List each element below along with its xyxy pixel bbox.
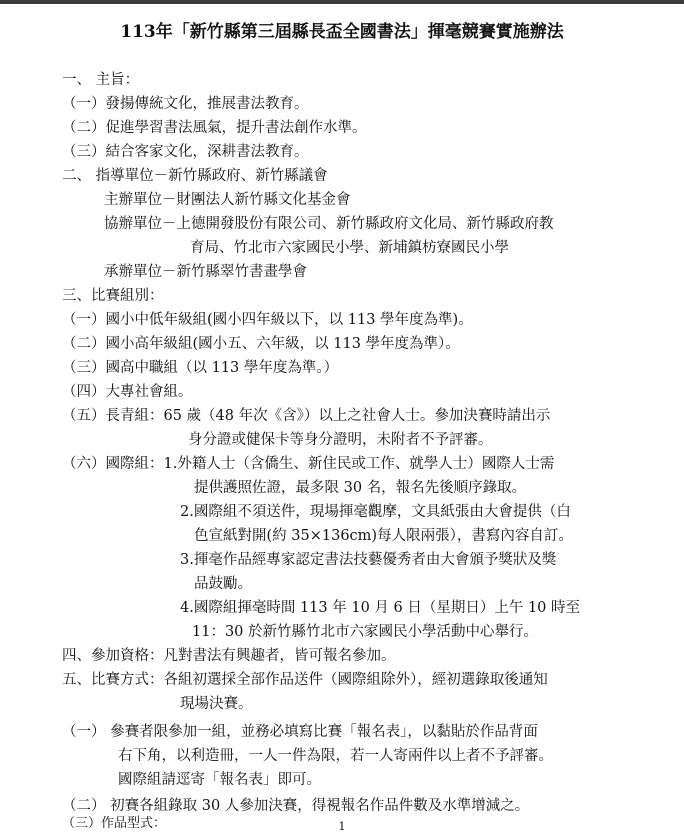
- page-number: 1: [338, 820, 346, 833]
- section-2-organizer: 承辦單位－新竹縣翠竹書畫學會: [104, 264, 307, 280]
- section-3-item-2: （二）國小高年級組(國小五、六年級，以 113 學年度為準）。: [62, 336, 460, 352]
- section-1-item-3: （三）結合客家文化，深耕書法教育。: [62, 144, 309, 160]
- section-2-host-unit: 主辦單位－財團法人新竹縣文化基金會: [104, 192, 351, 208]
- section-3-heading: 三、比賽組別：: [62, 288, 164, 304]
- section-2-co-host-cont: 育局、竹北市六家國民小學、新埔鎮枋寮國民小學: [190, 240, 509, 256]
- section-3-item-5: （五）長青組：65 歲（48 年次《含》）以上之社會人士。參加決賽時請出示: [62, 408, 551, 424]
- section-1-item-1: （一）發揚傳統文化，推展書法教育。: [62, 96, 309, 112]
- intl-note-3-cont: 品鼓勵。: [194, 576, 252, 592]
- section-2-guiding-unit: 二、 指導單位－新竹縣政府、新竹縣議會: [62, 168, 328, 184]
- section-2-co-host-unit: 協辦單位－上德開發股份有限公司、新竹縣政府文化局、新竹縣政府教: [104, 216, 554, 232]
- section-5-item-1: （一） 參賽者限參加一組，並務必填寫比賽「報名表」，以黏貼於作品背面: [62, 724, 538, 740]
- section-3-item-3: （三）國高中職組（以 113 學年度為準。）: [62, 360, 339, 376]
- section-3-item-6-cont: 提供護照佐證，最多限 30 名，報名先後順序錄取。: [194, 480, 527, 496]
- intl-note-2: 2.國際組不須送件，現場揮毫觀摩，文具紙張由大會提供（白: [180, 504, 571, 520]
- section-3-item-5-cont: 身分證或健保卡等身分證明，未附者不予評審。: [188, 432, 493, 448]
- intl-note-2-cont: 色宣紙對開(約 35×136cm)每人限兩張），書寫內容自訂。: [194, 528, 573, 544]
- section-3-item-6: （六）國際組：1.外籍人士（含僑生、新住民或工作、就學人士）國際人士需: [62, 456, 555, 472]
- section-5-item-1-cont: 右下角，以利造冊，一人一件為限，若一人寄兩件以上者不予評審。: [118, 748, 553, 764]
- section-5-item-3: （三）作品型式：: [62, 816, 167, 831]
- section-5-item-1-cont2: 國際組請逕寄「報名表」即可。: [118, 772, 321, 788]
- section-1-heading: 一、 主旨：: [62, 72, 140, 88]
- document-title: 113年「新竹縣第三屆縣長盃全國書法」揮毫競賽實施辦法: [120, 22, 564, 42]
- viewer-top-bar: [0, 0, 684, 4]
- intl-note-4: 4.國際組揮毫時間 113 年 10 月 6 日（星期日）上午 10 時至: [180, 600, 581, 616]
- section-5-method: 五、比賽方式：各組初選採全部作品送件（國際組除外），經初選錄取後通知: [62, 672, 548, 688]
- section-5-method-cont: 現場決賽。: [180, 696, 253, 712]
- section-4-eligibility: 四、參加資格：凡對書法有興趣者，皆可報名參加。: [62, 648, 396, 664]
- intl-note-4-cont: 11：30 於新竹縣竹北市六家國民小學活動中心舉行。: [192, 624, 539, 640]
- section-1-item-2: （二）促進學習書法風氣，提升書法創作水準。: [62, 120, 367, 136]
- section-5-item-2: （二） 初賽各組錄取 30 人參加決賽，得視報名作品件數及水準增減之。: [62, 798, 530, 814]
- section-3-item-1: （一）國小中低年級組(國小四年級以下，以 113 學年度為準)。: [62, 312, 473, 328]
- section-3-item-4: （四）大專社會組。: [62, 384, 193, 400]
- intl-note-3: 3.揮毫作品經專家認定書法技藝優秀者由大會頒予獎狀及獎: [180, 552, 557, 568]
